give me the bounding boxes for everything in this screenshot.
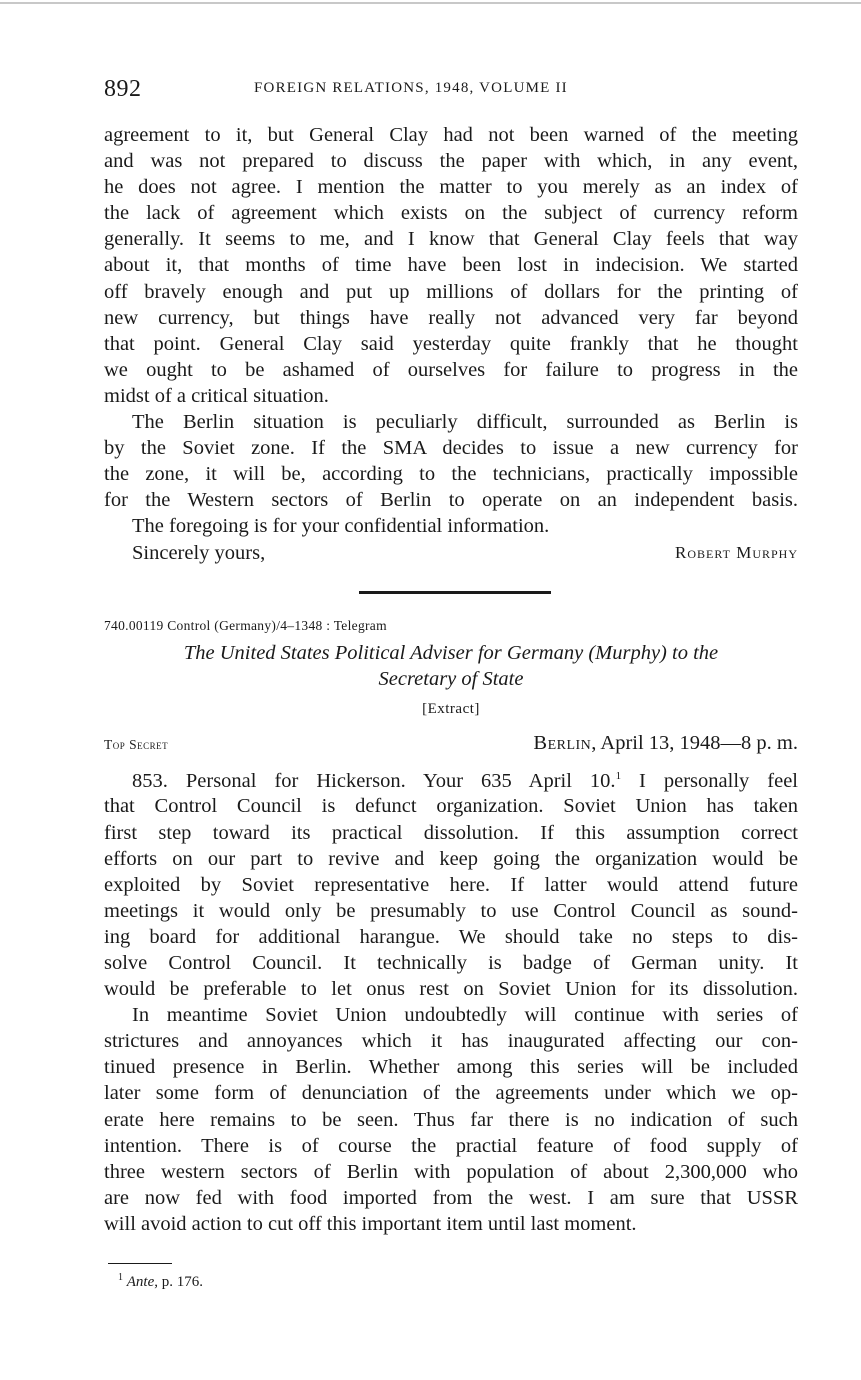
- text-segment: 853. Personal for Hickerson. Your 635 April 10.: [132, 769, 616, 792]
- top-edge-line: [0, 2, 861, 4]
- text-line: would be preferable to let onus rest on Soviet Union for its dissolution.: [104, 978, 798, 1001]
- letter-signoff: [104, 540, 798, 566]
- text-line: about it, that months of time have been lost in indecision. We started: [104, 254, 798, 277]
- text-line: for the Western sectors of Berlin to operate on an independent basis.: [104, 489, 798, 512]
- text-line: meetings it would only be presumably to use Control Council as sound-: [104, 899, 798, 922]
- text-line: The foregoing is for your confidential information.: [132, 515, 550, 538]
- document-title-line-1: The United States Political Adviser for Germany (Murphy) to the: [183, 641, 719, 664]
- text-line: intention. There is of course the practial feature of food supply of: [104, 1134, 798, 1157]
- page-number: 892: [104, 76, 142, 102]
- text-line: agreement to it, but General Clay had not been warned of the meeting: [104, 124, 798, 146]
- text-line: generally. It seems to me, and I know that General Clay feels that way: [104, 228, 798, 251]
- dateline: [104, 732, 798, 755]
- text-line: three western sectors of Berlin with population of about 2,300,000 who: [104, 1160, 798, 1183]
- page-header: [104, 76, 798, 106]
- text-segment: I personally feel: [621, 769, 798, 792]
- text-line: efforts on our part to revive and keep going the organization would be: [104, 847, 798, 870]
- document-title-line-2: Secretary of State: [378, 667, 524, 690]
- section-divider: [359, 591, 551, 594]
- date: , April 13, 1948—8 p. m.: [591, 731, 798, 754]
- classification-label: Top Secret: [104, 736, 169, 752]
- running-head: FOREIGN RELATIONS, 1948, VOLUME II: [254, 80, 568, 96]
- text-line: first step toward its practical dissolution. If this assumption correct: [104, 821, 798, 844]
- text-line: new currency, but things have really not advanced very far beyond: [104, 306, 798, 329]
- closing: Sincerely yours,: [132, 541, 266, 564]
- text-line: In meantime Soviet Union undoubtedly will continue with series of: [132, 1004, 798, 1027]
- document-title: [104, 640, 798, 692]
- text-line: and was not prepared to discuss the paper with which, in any event,: [104, 150, 798, 173]
- text-line: The Berlin situation is peculiarly difficult, surrounded as Berlin is: [132, 411, 798, 434]
- footnote-ref: Ante: [126, 1274, 155, 1291]
- text-line: strictures and annoyances which it has inaugurated affecting our con-: [104, 1030, 798, 1053]
- text-line: that Control Council is defunct organization. Soviet Union has taken: [104, 795, 798, 818]
- text-line: are now fed with food imported from the west. I am sure that USSR: [104, 1186, 798, 1209]
- text-line: will avoid action to cut off this important item until last moment.: [104, 1212, 637, 1235]
- footnote: [104, 1272, 798, 1291]
- footnote-marker: 1: [615, 769, 622, 782]
- text-line: that point. General Clay said yesterday quite frankly that he thought: [104, 332, 798, 355]
- place: Berlin: [533, 731, 592, 754]
- text-line: exploited by Soviet representative here. If latter would attend future: [104, 873, 798, 896]
- text-line: by the Soviet zone. If the SMA decides to issue a new currency for: [104, 437, 798, 460]
- text-line: tinued presence in Berlin. Whether among this series will be included: [104, 1056, 798, 1079]
- place-date: [533, 732, 798, 755]
- letter-paragraph-2: [104, 409, 798, 513]
- text-line: midst of a critical situation.: [104, 384, 329, 407]
- text-line: solve Control Council. It technically is badge of German unity. It: [104, 951, 798, 974]
- footnote-rule: [108, 1263, 172, 1264]
- text-line: we ought to be ashamed of ourselves for failure to progress in the: [104, 358, 798, 381]
- file-reference: 740.00119 Control (Germany)/4–1348 : Telegram: [104, 617, 387, 633]
- text-line: the zone, it will be, according to the technicians, practically impossible: [104, 463, 798, 486]
- footnote-text: , p. 176.: [154, 1274, 203, 1291]
- text-line: later some form of denunciation of the agreements under which we op-: [104, 1082, 798, 1105]
- text-line: the lack of agreement which exists on the subject of currency reform: [104, 202, 798, 225]
- telegram-paragraph-1: [104, 763, 798, 1003]
- text-line: erate here remains to be seen. Thus far there is no indication of such: [104, 1108, 798, 1131]
- document-page: [104, 76, 798, 1291]
- text-line: off bravely enough and put up millions of dollars for the printing of: [104, 280, 798, 303]
- extract-label: [Extract]: [422, 700, 480, 717]
- letter-paragraph-3: [104, 513, 798, 539]
- footnote-number: 1: [118, 1272, 123, 1284]
- text-line: ing board for additional harangue. We should take no steps to dis-: [104, 925, 798, 948]
- telegram-paragraph-2: [104, 1002, 798, 1237]
- text-line: [104, 763, 798, 794]
- signature: Robert Murphy: [675, 542, 798, 562]
- letter-paragraph-1: [104, 122, 798, 409]
- text-line: he does not agree. I mention the matter to you merely as an index of: [104, 176, 798, 199]
